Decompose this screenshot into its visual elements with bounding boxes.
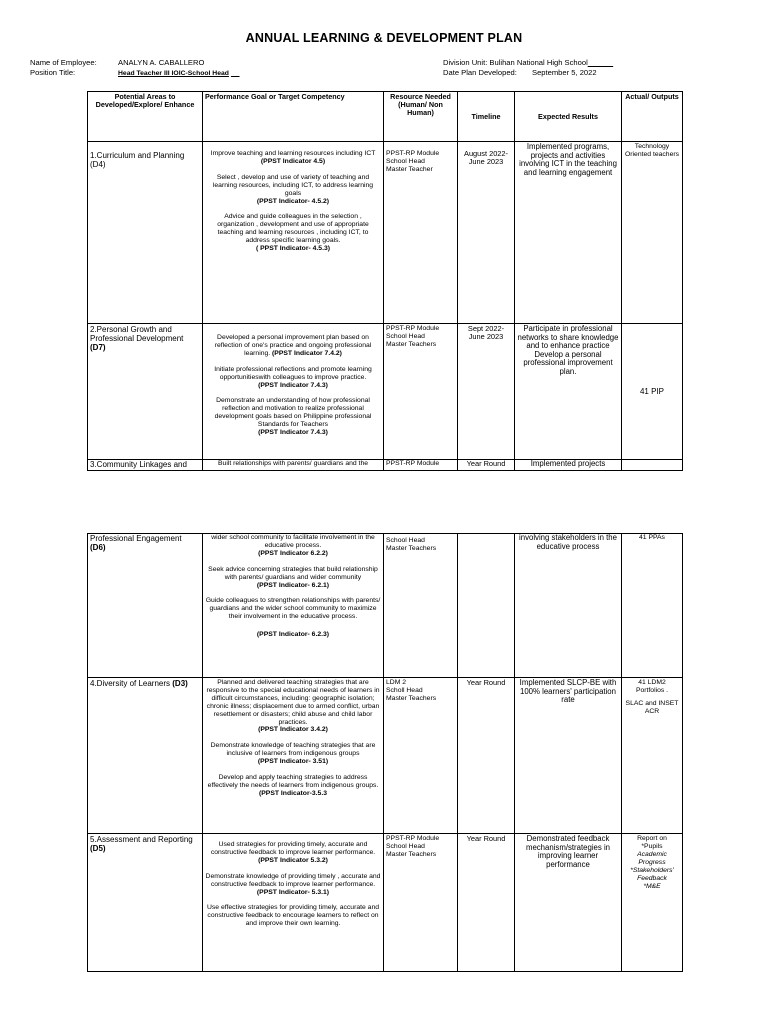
actual-cell: [622, 534, 683, 678]
area-cell: [88, 678, 203, 834]
employee-name-value: ANALYN A. CABALLERO: [118, 58, 205, 67]
timeline-text: Year Round: [466, 678, 506, 687]
goal-indicator-2: (PPST Indicator 7.4.3): [258, 381, 328, 389]
goal-text-2: Demonstrate knowledge of providing timely , accurate and constructive feedback to improve learner performance.: [205, 872, 381, 888]
employee-name-label: Name of Employee:: [30, 58, 97, 67]
goal-text-2: Demonstrate knowledge of teaching strategies that are inclusive of learners from indigenous groups: [210, 742, 376, 758]
goal-text-2: Initiate professional reflections and promote learning opportunitieswith colleagues to improve practice.: [214, 365, 372, 381]
resource-2: School Head: [386, 332, 425, 340]
resource-cell: PPST-RP Module: [384, 460, 458, 471]
division-unit: [443, 58, 613, 67]
position-title-text: Head Teacher III IOIC-School Head: [118, 70, 229, 77]
goal-text: [205, 150, 381, 166]
area-name: 1.Curriculum and Planning: [90, 151, 185, 160]
table-row: [88, 534, 683, 678]
area-name: Professional Engagement: [90, 534, 182, 543]
date-plan-value: September 5, 2022: [532, 68, 597, 77]
goal-text-3: Develop and apply teaching strategies to address effectively the needs of learners from indigenous groups.: [207, 774, 379, 789]
area-code: (D4): [90, 160, 106, 169]
goal-text-1: wider school community to facilitate involvement in the educative process.: [211, 534, 375, 549]
area-name: 2.Personal Growth and Professional Development: [90, 325, 184, 343]
goal-indicator-1: (PPST Indicator 7.4.2): [272, 349, 342, 357]
goal-text-1: Used strategies for providing timely, accurate and constructive feedback to improve learner performance.: [210, 841, 376, 856]
goal-indicator-1: (PPST Indicator 6.2.2): [258, 549, 328, 557]
actual-cell: [622, 678, 683, 834]
goal-text-1: Developed a personal improvement plan based on reflection of one's practice and ongoing professional learning.: [214, 334, 372, 357]
ldp-table-part-2: [87, 533, 683, 972]
goal-cell: Built relationships with parents/ guardians and the: [203, 460, 384, 471]
goal-indicator-2: (PPST Indicator- 5.3.1): [256, 888, 330, 896]
goal-cell: [203, 834, 384, 972]
actual-text-5: Feedback: [637, 875, 667, 882]
area-cell: 3.Community Linkages and: [88, 460, 203, 471]
goal-text-2: Seek advice concerning strategies that build relationship with parents/ guardians and wider community: [208, 565, 378, 581]
page-title: ANNUAL LEARNING & DEVELOPMENT PLAN: [245, 31, 523, 45]
goal-indicator-2: (PPST Indicator- 3.51): [257, 758, 329, 766]
resource-3: Master Teachers: [386, 544, 437, 552]
resource-2: School Head: [386, 157, 425, 165]
expected-text: involving stakeholders in the educative process: [519, 533, 617, 551]
table-row: [88, 460, 683, 471]
area-cell: [88, 534, 203, 678]
expected-cell: [515, 678, 622, 834]
timeline-cell: Year Round: [458, 460, 515, 471]
area-cell: [88, 324, 203, 460]
header-area: Potential Areas to Developed/Explore/ Enhance: [88, 92, 203, 142]
resource-3: Master Teacher: [386, 165, 433, 173]
timeline-cell: [458, 834, 515, 972]
date-plan-label: Date Plan Developed:: [443, 68, 517, 77]
resource-3: Master Teachers: [386, 850, 437, 858]
goal-indicator-2: (PPST Indicator- 4.5.2): [256, 197, 330, 205]
goal-indicator-3: (PPST Indicator- 6.2.3): [256, 631, 330, 639]
expected-text: Implemented programs, projects and activities involving ICT in the teaching and learning engagement: [519, 142, 617, 177]
expected-cell: [515, 534, 622, 678]
resource-2: Scholl Head: [386, 686, 423, 694]
goal-cell: [203, 324, 384, 460]
resource-cell: [384, 534, 458, 678]
table-row: [88, 834, 683, 972]
goal-text-3: Use effective strategies for providing timely, accurate and constructive feedback to encourage learners to reflect on and improve their own learning.: [206, 904, 380, 928]
expected-cell: [515, 324, 622, 460]
resource-1: PPST-RP Module: [386, 150, 440, 157]
goal-text-3: Advice and guide colleagues in the selection , organization , development and use of appropriate teaching and learning resources , including ICT, to address specific learning goals.: [217, 213, 369, 245]
timeline-text: Sept 2022- June 2023: [467, 324, 505, 342]
resource-cell: [384, 142, 458, 324]
goal-indicator-3: (PPST Indicator-3.5.3: [259, 789, 327, 797]
goal-indicator-3: ( PPST Indicator- 4.5.3): [255, 245, 331, 253]
resource-cell: [384, 678, 458, 834]
expected-text: Demonstrated feedback mechanism/strategies in improving learner performance: [525, 834, 611, 869]
header-actual: Actual/ Outputs: [622, 92, 683, 142]
goal-text-1: Planned and delivered teaching strategies that are responsive to the special educational needs of learners in difficult circumstances, including: geographic isolation; chronic illness; displacement due to armed conflict, urban resettlement or disasters; child abuse and child labor practices.: [206, 679, 380, 726]
division-unit-text: Division Unit: Bulihan National High School: [443, 58, 588, 67]
timeline-cell: [458, 324, 515, 460]
ldp-table-part-1: [87, 91, 683, 471]
area-name: 5.Assessment and Reporting: [90, 835, 193, 844]
expected-text: Implemented SLCP-BE with 100% learners' participation rate: [519, 678, 617, 705]
header-goal: Performance Goal or Target Competency: [203, 92, 384, 142]
table-row: [88, 678, 683, 834]
expected-cell: [515, 834, 622, 972]
actual-text-2: SLAC and INSET ACR: [625, 700, 679, 715]
area-cell: [88, 142, 203, 324]
position-title-label: Position Title:: [30, 68, 76, 77]
actual-text-1: 41 LDM2 Portfolios .: [635, 679, 669, 694]
position-title-value: [118, 68, 240, 78]
goal-indicator-2: (PPST Indicator- 6.2.1): [256, 581, 330, 589]
actual-text-4: *Stakeholders': [630, 867, 674, 874]
goal-text: [205, 334, 381, 358]
table-row: [88, 324, 683, 460]
resource-1: PPST-RP Module: [386, 835, 440, 842]
resource-2: School Head: [386, 842, 425, 850]
table-row: [88, 142, 683, 324]
header-expected: Expected Results: [515, 92, 622, 142]
area-code: (D3): [172, 679, 188, 688]
actual-cell: [622, 142, 683, 324]
position-title-trail: __: [231, 68, 240, 77]
goal-indicator-3: (PPST Indicator 7.4.3): [258, 429, 328, 437]
actual-cell: [622, 460, 683, 471]
goal-cell: [203, 142, 384, 324]
goal-cell: [203, 534, 384, 678]
actual-cell: [622, 834, 683, 972]
resource-cell: [384, 324, 458, 460]
timeline-cell: [458, 142, 515, 324]
goal-text-2: Select , develop and use of variety of teaching and learning resources, including ICT, to address learning goals: [212, 173, 374, 197]
expected-cell: [515, 142, 622, 324]
goal-indicator-1: (PPST Indicator 5.3.2): [258, 856, 328, 864]
actual-text: 41 PPAs: [639, 534, 665, 541]
header-row: [88, 92, 683, 142]
area-code: (D6): [90, 543, 106, 552]
actual-text-6: *M&E: [643, 883, 661, 890]
resource-1: LDM 2: [386, 679, 407, 686]
actual-text: 41 PIP: [639, 386, 664, 396]
resource-3: Master Teachers: [386, 694, 437, 702]
area-name: 4.Diversity of Learners: [90, 679, 171, 688]
resource-3: Master Teachers: [386, 340, 437, 348]
area-code: (D7): [90, 343, 106, 352]
actual-text-1: Report on: [637, 835, 667, 842]
actual-cell: [622, 324, 683, 460]
resource-cell: [384, 834, 458, 972]
goal-text-3: Demonstrate an understanding of how professional reflection and motivation to realize professional development goals based on Philippine professional Standards for Teachers: [214, 397, 372, 429]
timeline-text: Year Round: [466, 834, 506, 843]
timeline-cell: [458, 534, 515, 678]
area-cell: [88, 834, 203, 972]
goal-indicator-1: (PPST Indicator 3.4.2): [258, 726, 328, 734]
goal-indicator-1: (PPST Indicator 4.5): [260, 157, 326, 165]
actual-text-3: Academic Progress: [637, 851, 667, 866]
area-code: (D5): [90, 844, 106, 853]
timeline-cell: [458, 678, 515, 834]
division-unit-trail: ______: [587, 58, 614, 67]
expected-text-1: Participate in professional networks to share knowledge and to enhance practice: [517, 324, 619, 351]
expected-text-2: Develop a personal professional improvement plan.: [523, 349, 613, 376]
header-timeline: Timeline: [458, 92, 515, 142]
goal-text-1: Improve teaching and learning resources including ICT: [210, 150, 376, 157]
resource-2: School Head: [386, 537, 425, 544]
timeline-text: August 2022- June 2023: [464, 149, 508, 167]
expected-cell: Implemented projects: [515, 460, 622, 471]
actual-text: Technology Oriented teachers: [624, 143, 680, 158]
resource-1: PPST-RP Module: [386, 325, 440, 332]
goal-text-3: Guide colleagues to strengthen relationships with parents/ guardians and the wider school community to maximize their involvement in the educative process.: [205, 597, 381, 621]
header-resource: Resource Needed (Human/ Non Human): [384, 92, 458, 142]
goal-cell: [203, 678, 384, 834]
actual-text-2: *Pupils: [641, 843, 663, 850]
